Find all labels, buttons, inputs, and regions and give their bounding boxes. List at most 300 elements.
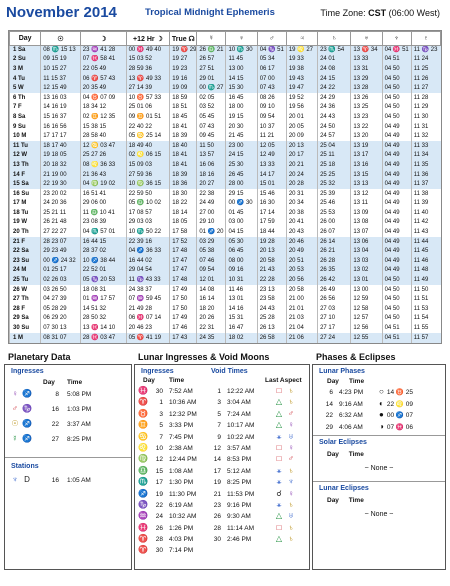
ephemeris-cell: 04 51: [382, 55, 411, 65]
void-row: [207, 534, 309, 545]
ephemeris-cell: 11 54: [411, 314, 440, 324]
ephemeris-cell: 11 42: [411, 218, 440, 228]
ephemeris-cell: 26 42: [318, 276, 351, 286]
ephemeris-cell: 11 15 37: [41, 74, 81, 84]
solar-eclipses-none: ~ None ~: [364, 465, 394, 472]
ephemeris-cell: 24 38 37: [126, 285, 170, 295]
ephemeris-day-cell: 29 Sa: [10, 314, 41, 324]
ephemeris-cell: 24 57: [318, 132, 351, 142]
sign-icon: D: [24, 475, 30, 484]
ephemeris-cell: 13 04: [351, 247, 382, 257]
ephemeris-cell: 26 21 48: [41, 218, 81, 228]
ephemeris-cell: 28 ♓ 03 47: [80, 333, 126, 343]
void-day: 9: [217, 433, 221, 441]
ephemeris-cell: 07 00: [257, 74, 286, 84]
void-time: 8:53 PM: [227, 456, 252, 464]
ephemeris-cell: 17 48: [170, 276, 197, 286]
ephemeris-cell: 17 49: [170, 285, 197, 295]
ephemeris-cell: 20 27: [197, 180, 226, 190]
ephemeris-cell: 04 50: [382, 103, 411, 113]
lunar-ingress-row: [137, 443, 203, 454]
ephemeris-cell: 18 34 12: [80, 103, 126, 113]
ephemeris-cell: 17 47: [170, 257, 197, 267]
ephemeris-day-cell: 30 Su: [10, 324, 41, 334]
lunar-phases-heading: Lunar Phases: [319, 368, 365, 375]
phase-position: 14 ♉ 25: [386, 389, 414, 396]
ingress-time: 10:36 AM: [169, 399, 197, 407]
ephemeris-cell: 09 16: [226, 266, 257, 276]
lunar-ingress-row: [137, 511, 203, 522]
ephemeris-cell: 13 11: [351, 199, 382, 209]
ephemeris-cell: 05 30: [226, 237, 257, 247]
timezone-value: CST: [368, 8, 387, 18]
ephemeris-cell: 21 01: [286, 305, 317, 315]
phase-time: 4:23 PM: [339, 389, 364, 396]
ephemeris-cell: 04 ♍ 19 02: [80, 180, 126, 190]
ephemeris-cell: 04 50: [382, 295, 411, 305]
ephemeris-cell: 18 39: [170, 170, 197, 180]
ephemeris-cell: 15 03 52: [126, 55, 170, 65]
phase-time: 4:06 AM: [339, 423, 363, 431]
ephemeris-cell: 03 29: [197, 237, 226, 247]
ephemeris-cell: 25 11: [318, 151, 351, 161]
ephemeris-cell: 04 50: [382, 285, 411, 295]
ephemeris-cell: 04 50: [382, 74, 411, 84]
ephemeris-cell: 19 47: [286, 84, 317, 94]
ephemeris-cell: 13 25: [351, 103, 382, 113]
void-time: 3:04 AM: [227, 399, 251, 407]
ephemeris-cell: 17 50: [170, 305, 197, 315]
ephemeris-cell: 26 14: [318, 237, 351, 247]
void-day: 23: [213, 501, 221, 509]
ephemeris-cell: 18 51: [170, 103, 197, 113]
void-time: 9:30 AM: [227, 513, 251, 521]
ephemeris-cell: 20 31: [286, 189, 317, 199]
ephemeris-cell: 17 58: [170, 228, 197, 238]
ephemeris-cell: 24 36: [318, 103, 351, 113]
ephemeris-cell: 23 58: [257, 295, 286, 305]
ephemeris-cell: 18 36: [170, 180, 197, 190]
ingress-time: 6:19 AM: [169, 501, 193, 509]
ephemeris-cell: 09 15 19: [41, 55, 81, 65]
ephemeris-cell: 22 39 16: [126, 237, 170, 247]
ephemeris-cell: 11 50: [411, 285, 440, 295]
ephemeris-cell: 21 00: [286, 295, 317, 305]
ephemeris-cell: 11 40: [411, 209, 440, 219]
ephemeris-cell: 20 24: [286, 170, 317, 180]
ephemeris-cell: 25 21 11: [41, 209, 81, 219]
ephemeris-row: [10, 324, 441, 334]
ephemeris-cell: 11 28: [411, 93, 440, 103]
lunar-ingress-row: [137, 397, 203, 408]
ephemeris-cell: 20 53: [286, 266, 317, 276]
phase-row: [317, 387, 445, 399]
ephemeris-row: [10, 247, 441, 257]
ephemeris-cell: 11 45: [226, 55, 257, 65]
sign-icon: ♉: [138, 408, 148, 418]
ephemeris-cell: 25 18: [318, 161, 351, 171]
ephemeris-cell: 21 04: [286, 324, 317, 334]
ephemeris-cell: 24 43: [257, 305, 286, 315]
ephemeris-cell: 04 50: [382, 314, 411, 324]
ephemeris-row: [10, 122, 441, 132]
ephemeris-cell: 04 50: [382, 65, 411, 75]
ingress-day: 17: [155, 479, 163, 487]
ingress-day: 15: [155, 467, 163, 475]
ephemeris-cell: 24 35: [197, 333, 226, 343]
aspect-icon: □: [276, 386, 282, 395]
ephemeris-row: [10, 228, 441, 238]
ephemeris-cell: 07 43: [257, 84, 286, 94]
void-row: [207, 511, 309, 522]
ingress-day: 5: [159, 422, 163, 430]
ephemeris-cell: 26 56: [318, 295, 351, 305]
ephemeris-cell: 04 49: [382, 189, 411, 199]
ephemeris-cell: 18 00: [226, 103, 257, 113]
planet-icon: ♄: [288, 534, 294, 544]
ephemeris-cell: 27 51: [197, 65, 226, 75]
ephemeris-cell: 07 ♓ 58 41: [80, 55, 126, 65]
ephemeris-cell: 27 22 27: [41, 228, 81, 238]
ephemeris-cell: 20 49: [286, 247, 317, 257]
ephemeris-col-header: ☉: [41, 32, 81, 46]
ephemeris-day-cell: 10 M: [10, 132, 41, 142]
ephemeris-cell: 04 50: [382, 305, 411, 315]
planet-icon: ♂: [12, 404, 18, 413]
planet-icon: ♀: [288, 442, 294, 452]
ingress-time: 11:30 PM: [169, 490, 197, 498]
ephemeris-cell: 04 49: [382, 247, 411, 257]
aspect-icon: △: [275, 397, 283, 407]
lunar-ingress-row: [137, 534, 203, 545]
sign-icon: ♈: [138, 534, 148, 544]
ephemeris-day-cell: 16 Su: [10, 189, 41, 199]
event-time: 1:05 AM: [67, 477, 91, 484]
ephemeris-cell: 09 45: [197, 132, 226, 142]
ephemeris-day-cell: 5 W: [10, 84, 41, 94]
ephemeris-cell: 18 49 40: [126, 141, 170, 151]
ephemeris-cell: 06 17: [257, 65, 286, 75]
ephemeris-cell: 13 ♈ 49 33: [126, 74, 170, 84]
ephemeris-cell: 05 28 29: [41, 305, 81, 315]
ephemeris-day-cell: 13 Th: [10, 161, 41, 171]
planet-icon: ♄: [288, 397, 294, 407]
lunar-ingress-row: [137, 386, 203, 397]
ephemeris-cell: 13 00: [226, 65, 257, 75]
ephemeris-cell: 11 ♑ 23: [411, 46, 440, 56]
ephemeris-cell: 28 50 32: [80, 314, 126, 324]
ephemeris-cell: 13 07: [351, 228, 382, 238]
ephemeris-col-header: ♃: [286, 32, 317, 46]
ephemeris-cell: 27 03: [318, 305, 351, 315]
ephemeris-cell: 24 01: [318, 55, 351, 65]
ephemeris-cell: 15 16 37: [41, 113, 81, 123]
ephemeris-cell: 03 26 50: [41, 285, 81, 295]
ephemeris-cell: 24 15: [318, 74, 351, 84]
void-row: [207, 500, 309, 511]
ingress-time: 1:26 PM: [169, 524, 194, 532]
ephemeris-cell: 27 00: [197, 209, 226, 219]
ephemeris-cell: 04 49: [382, 228, 411, 238]
ephemeris-cell: 18 41: [170, 161, 197, 171]
ephemeris-cell: 26 28: [318, 257, 351, 267]
ephemeris-cell: 19 23: [170, 65, 197, 75]
planet-icon: ♂: [288, 408, 294, 418]
ephemeris-cell: 17 50: [170, 295, 197, 305]
void-time: 2:46 PM: [227, 536, 252, 544]
lunar-box: [134, 364, 310, 570]
ephemeris-cell: 21 06: [286, 333, 317, 343]
ephemeris-col-header: True ☊: [170, 32, 197, 46]
ephemeris-cell: 27 24: [318, 333, 351, 343]
ephemeris-cell: 29 15: [226, 189, 257, 199]
ephemeris-cell: 26 49: [318, 285, 351, 295]
void-day: 1: [217, 388, 221, 395]
ephemeris-cell: 18 39: [170, 132, 197, 142]
lunar-ingress-row: [137, 523, 203, 534]
ingress-day: 10: [155, 444, 163, 452]
ephemeris-cell: 13 33: [257, 161, 286, 171]
ephemeris-cell: 13 12: [351, 189, 382, 199]
lunar-ingresses-heading: Ingresses: [141, 368, 174, 375]
ephemeris-cell: 28 59 36: [126, 65, 170, 75]
ephemeris-cell: 20 38: [286, 209, 317, 219]
ephemeris-cell: 07 30 13: [41, 324, 81, 334]
ephemeris-cell: 08 26: [257, 93, 286, 103]
ephemeris-cell: 05 ♋ 25 14: [126, 132, 170, 142]
ephemeris-cell: 27 17: [318, 324, 351, 334]
ephemeris-cell: 10 15 27: [41, 65, 81, 75]
ephemeris-cell: 20 46: [286, 237, 317, 247]
ephemeris-cell: 22 05 49: [80, 65, 126, 75]
ingress-day: 1: [159, 399, 163, 407]
ephemeris-cell: 23 ♏ 54: [318, 46, 351, 56]
ephemeris-col-header: ♀: [226, 32, 257, 46]
ephemeris-cell: 26 35: [318, 266, 351, 276]
ephemeris-cell: 16 44 02: [126, 257, 170, 267]
ephemeris-day-cell: 2 Su: [10, 55, 41, 65]
ingress-time: 1:08 AM: [169, 467, 193, 475]
phase-col-time: Time: [349, 378, 365, 385]
ephemeris-cell: 20 01: [286, 113, 317, 123]
ephemeris-cell: 22 28: [257, 276, 286, 286]
planet-event-row: [9, 434, 129, 449]
ephemeris-cell: 11 24: [411, 55, 440, 65]
planet-icon: ♅: [288, 511, 294, 521]
ephemeris-cell: 25 39: [318, 189, 351, 199]
ephemeris-cell: 11 32: [411, 132, 440, 142]
ephemeris-cell: 04 49: [382, 132, 411, 142]
sign-icon: ♈: [138, 545, 148, 555]
ephemeris-cell: 16 14: [197, 295, 226, 305]
ingress-time: 7:45 PM: [169, 433, 194, 441]
ephemeris-cell: 24 49: [197, 199, 226, 209]
void-row: [207, 454, 309, 465]
ephemeris-row: [10, 237, 441, 247]
lunar-col-day: Day: [143, 377, 155, 384]
void-row: [207, 397, 309, 408]
ephemeris-cell: 00 ♐ 24 32: [41, 257, 81, 267]
ephemeris-cell: 04 49: [382, 257, 411, 267]
ephemeris-cell: 19 ♈ 29: [170, 46, 197, 56]
ephemeris-cell: 22 52 01: [80, 266, 126, 276]
ingress-day: 26: [155, 524, 163, 532]
ephemeris-cell: 04 15: [226, 228, 257, 238]
ephemeris-cell: 09 10: [257, 103, 286, 113]
phase-day: 6: [329, 389, 333, 396]
ephemeris-cell: 29 03 03: [126, 218, 170, 228]
void-time: 7:24 AM: [227, 410, 251, 418]
solar-col-time: Time: [348, 451, 364, 458]
ephemeris-row: [10, 333, 441, 343]
ephemeris-row: [10, 161, 441, 171]
ingress-day: 30: [155, 388, 163, 395]
lunar-heading: Lunar Ingresses & Void Moons: [138, 352, 270, 362]
ephemeris-cell: 24 43: [318, 113, 351, 123]
ingress-day: 3: [159, 410, 163, 418]
ephemeris-cell: 20 18 32: [41, 161, 81, 171]
sign-icon: ♈: [138, 397, 148, 407]
ephemeris-cell: 23 08 39: [80, 218, 126, 228]
ephemeris-cell: 06 45: [226, 247, 257, 257]
ephemeris-cell: 04 49: [382, 122, 411, 132]
planet-icon: ♄: [288, 465, 294, 475]
solar-col-day: Day: [327, 451, 339, 458]
ephemeris-cell: 19 18 05: [41, 151, 81, 161]
ephemeris-cell: 20 21: [286, 161, 317, 171]
ephemeris-cell: 20 13: [257, 247, 286, 257]
ephemeris-row: [10, 276, 441, 286]
ephemeris-cell: 25 28: [257, 314, 286, 324]
ephemeris-cell: 16 47: [226, 324, 257, 334]
ephemeris-cell: 10 31: [226, 276, 257, 286]
ephemeris-cell: 04 49: [382, 199, 411, 209]
ephemeris-cell: 23 20 02: [41, 189, 81, 199]
ephemeris-day-cell: 1 M: [10, 333, 41, 343]
ephemeris-cell: 15 01: [257, 180, 286, 190]
ephemeris-cell: 25 04: [318, 141, 351, 151]
void-row: [207, 420, 309, 431]
ephemeris-cell: 16 45: [226, 93, 257, 103]
ephemeris-day-cell: 19 W: [10, 218, 41, 228]
planet-event-row: [9, 475, 129, 490]
ephemeris-cell: 24 29: [318, 93, 351, 103]
ephemeris-cell: 16 44 15: [80, 237, 126, 247]
void-day: 19: [213, 479, 221, 487]
ingress-time: 12:44 PM: [169, 456, 197, 464]
ephemeris-cell: 17 48: [170, 247, 197, 257]
ephemeris-cell: 13 26: [351, 93, 382, 103]
sign-icon: ♐: [22, 419, 32, 428]
ephemeris-cell: 11 21: [257, 132, 286, 142]
void-day: 26: [213, 513, 221, 521]
ephemeris-cell: 13 06: [351, 237, 382, 247]
ephemeris-cell: 08 00: [226, 257, 257, 267]
void-heading: Void Times: [211, 368, 248, 375]
ephemeris-cell: 11 37: [411, 180, 440, 190]
ephemeris-cell: 12 ♋ 03 47: [80, 141, 126, 151]
ephemeris-cell: 09 ♊ 01 51: [126, 113, 170, 123]
ephemeris-cell: 04 49: [382, 141, 411, 151]
ephemeris-cell: 22 31: [197, 324, 226, 334]
ephemeris-cell: 10 37: [257, 122, 286, 132]
ephemeris-row: [10, 199, 441, 209]
ephemeris-cell: 21 43: [257, 266, 286, 276]
sign-icon: ♎: [138, 465, 148, 475]
aspect-icon: △: [275, 511, 283, 521]
ephemeris-cell: 11 46: [226, 285, 257, 295]
planet-icon: ♅: [288, 431, 294, 441]
ephemeris-cell: 20 41: [286, 218, 317, 228]
ephemeris-cell: 02 05: [197, 93, 226, 103]
ephemeris-cell: 04 49: [382, 170, 411, 180]
ingress-time: 2:38 AM: [169, 444, 193, 452]
planet-icon: ♆: [288, 477, 294, 487]
ephemeris-col-header: ☽: [80, 32, 126, 46]
ephemeris-cell: 17 52: [170, 237, 197, 247]
ephemeris-row: [10, 141, 441, 151]
ephemeris-cell: 16 16 56: [41, 122, 81, 132]
ephemeris-cell: 18 20: [197, 305, 226, 315]
ephemeris-cell: 06 ♈ 57 43: [80, 74, 126, 84]
ephemeris-cell: 10 ♍ 36 15: [126, 180, 170, 190]
ephemeris-cell: 11 ♎ 10 41: [80, 209, 126, 219]
ephemeris-cell: 11 49: [411, 276, 440, 286]
ephemeris-day-cell: 22 Sa: [10, 247, 41, 257]
ephemeris-row: [10, 46, 441, 56]
ephemeris-row: [10, 55, 441, 65]
ephemeris-cell: 29 06 00: [80, 199, 126, 209]
ephemeris-cell: 26 00: [318, 218, 351, 228]
ephemeris-cell: 04 51: [382, 333, 411, 343]
ephemeris-cell: 20 46 23: [126, 324, 170, 334]
ephemeris-day-cell: 18 Tu: [10, 209, 41, 219]
ephemeris-cell: 01 45: [226, 209, 257, 219]
void-day: 7: [217, 422, 221, 430]
ephemeris-row: [10, 266, 441, 276]
ephemeris-cell: 02 ♊ 12 35: [80, 113, 126, 123]
ephemeris-cell: 13 13: [351, 180, 382, 190]
ephemeris-cell: 14 17: [257, 170, 286, 180]
ephemeris-cell: 13 02: [351, 266, 382, 276]
phase-row: [317, 410, 445, 422]
ephemeris-cell: 28 00: [226, 180, 257, 190]
ephemeris-col-header: ♆: [382, 32, 411, 46]
ephemeris-cell: 11 34: [411, 151, 440, 161]
aspect-icon: ⚹: [276, 499, 282, 509]
lunar-ingress-row: [137, 454, 203, 465]
aspect-icon: ⚹: [276, 465, 282, 475]
ephemeris-cell: 11 ♑ 43 33: [126, 276, 170, 286]
ephemeris-cell: 13 08: [351, 218, 382, 228]
ephemeris-cell: 19 28: [257, 237, 286, 247]
ingress-time: 3:33 PM: [169, 422, 194, 430]
ephemeris-cell: 11 46: [411, 257, 440, 267]
ephemeris-cell: 18 41: [170, 151, 197, 161]
ephemeris-cell: 13 01: [226, 295, 257, 305]
ephemeris-cell: 04 ♏ 57 01: [80, 228, 126, 238]
ephemeris-row: [10, 132, 441, 142]
ephemeris-cell: 28 58 40: [80, 132, 126, 142]
void-row: [207, 443, 309, 454]
ephemeris-cell: 04 49: [382, 237, 411, 247]
ephemeris-cell: 21 45: [226, 132, 257, 142]
ephemeris-cell: 12 05: [257, 141, 286, 151]
planet-icon: ♂: [288, 454, 294, 464]
sign-icon: ♓: [138, 386, 148, 395]
ephemeris-cell: 29 01: [197, 74, 226, 84]
event-day: 8: [55, 391, 59, 398]
